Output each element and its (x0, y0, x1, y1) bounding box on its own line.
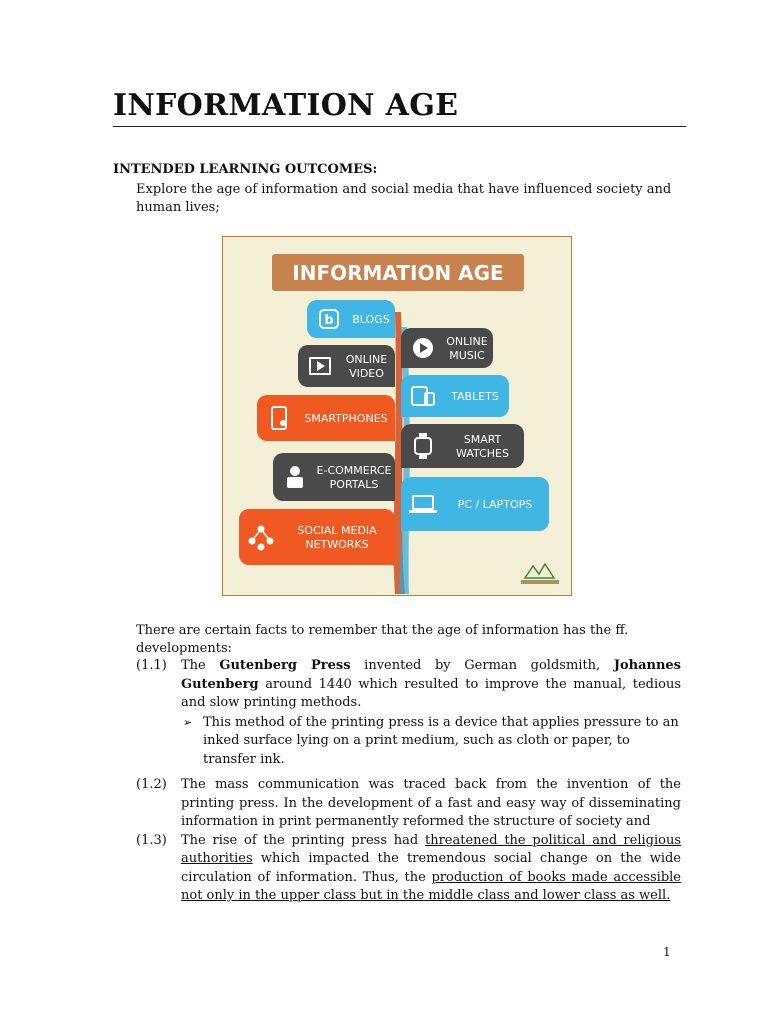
infographic-bubble-label: ONLINE (446, 335, 488, 348)
item-number: (1.2) (136, 777, 167, 792)
item-number: (1.1) (136, 658, 167, 673)
item-text: The rise of the printing press had (181, 832, 425, 848)
watermark-logo-bar (521, 580, 559, 584)
infographic-bubble-label: PORTALS (329, 478, 379, 491)
infographic-bubble-label: SMARTPHONES (304, 412, 388, 425)
infographic-bubble-label: TABLETS (451, 390, 499, 403)
developments-list (136, 657, 681, 906)
infographic-bubble (401, 424, 524, 468)
infographic-bubble (239, 509, 395, 565)
infographic-bubble (273, 453, 395, 501)
learning-outcomes-text: Explore the age of information and social media that have influenced society and human lives; (136, 182, 672, 215)
item-text: around 1440 which resulted to improve the manual, tedious and slow printing methods. (181, 676, 681, 710)
item-underlined-text: threatened the political and religious authorities (181, 832, 681, 866)
infographic-bubble (298, 345, 395, 387)
infographic-bubble-label: MUSIC (449, 349, 485, 362)
infographic-bubble-label: BLOGS (352, 313, 390, 326)
list-item (136, 657, 681, 769)
item-number: (1.3) (136, 832, 167, 848)
list-item (136, 776, 681, 832)
infographic-bubble (401, 328, 493, 368)
arrow-bullet-icon: ➢ (183, 715, 193, 729)
item-body (181, 832, 681, 906)
sub-bullet-text: This method of the printing press is a device that applies pressure to an inked surface lying on a print medium, such as cloth or paper, to transfer ink. (203, 714, 679, 767)
play-icon (413, 338, 433, 358)
page-title: INFORMATION AGE (113, 88, 459, 123)
infographic-bubble (257, 395, 395, 441)
page-number: 1 (663, 945, 671, 959)
item-body (181, 657, 681, 713)
infographic-bubble-label: PC / LAPTOPS (457, 498, 533, 511)
information-age-infographic (222, 236, 572, 596)
item-bold-text: Gutenberg Press (219, 658, 351, 673)
infographic-svg (223, 237, 570, 594)
infographic-bubble-label: VIDEO (349, 367, 384, 380)
item-text: invented by German goldsmith, (350, 658, 614, 673)
title-divider (113, 126, 686, 127)
infographic-bubble-label: WATCHES (456, 447, 509, 460)
infographic-bubble-label: ONLINE (345, 353, 388, 366)
list-item (136, 832, 681, 906)
item-text: which impacted the tremendous social change on the wide circulation of information. Thus, the (181, 851, 681, 885)
item-body: The mass communication was traced back from the invention of the printing press. In the development of a fast and easy way of disseminating information in print permanently reformed the structure of society and (181, 777, 681, 829)
intro-paragraph: There are certain facts to remember that the age of information has the ff. developments: (136, 623, 629, 656)
infographic-bubble (307, 300, 395, 338)
infographic-banner-text: INFORMATION AGE (292, 261, 504, 285)
infographic-bubble-label: NETWORKS (305, 538, 369, 551)
infographic-bubble (401, 477, 549, 531)
learning-outcomes-heading: INTENDED LEARNING OUTCOMES: (113, 162, 378, 177)
infographic-bubble (401, 375, 509, 417)
sub-bullet (181, 714, 681, 770)
item-bold-text: Johannes Gutenberg (181, 658, 682, 692)
infographic-bubble-label: E-COMMERCE (316, 464, 392, 477)
item-underlined-text: production of books made accessible not only in the upper class but in the middle class and lower class as well. (181, 869, 681, 903)
svg-text:b: b (324, 313, 334, 328)
item-text: The (181, 658, 220, 673)
infographic-bubble-label: SMART (463, 433, 502, 446)
infographic-bubble-label: SOCIAL MEDIA (297, 524, 377, 537)
